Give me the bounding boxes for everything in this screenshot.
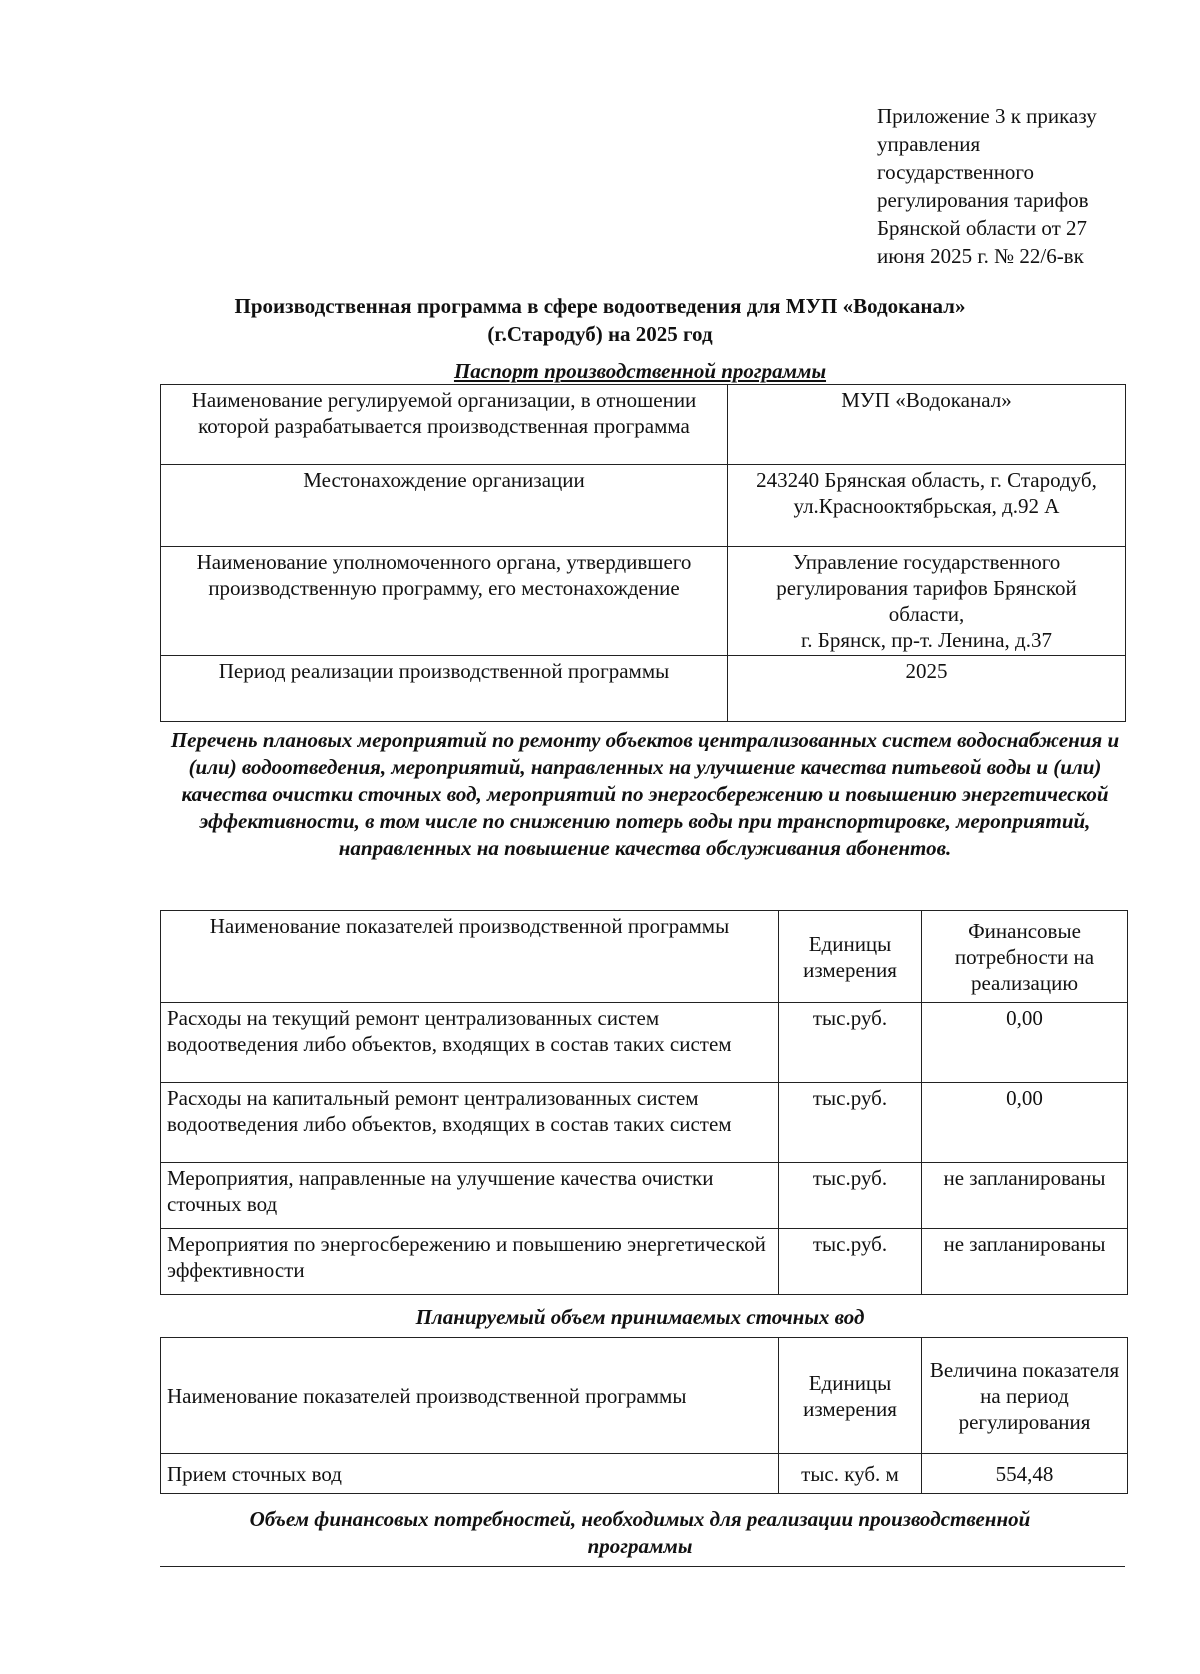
passport-value: 2025 xyxy=(728,656,1126,722)
passport-table xyxy=(160,384,1126,722)
row-value: 0,00 xyxy=(922,1083,1128,1163)
volume-table xyxy=(160,1337,1128,1494)
row-unit: тыс.руб. xyxy=(779,1229,922,1295)
table-row xyxy=(161,547,1126,656)
measures-table xyxy=(160,910,1128,1295)
passport-label: Наименование уполномоченного органа, утвердившего производственную программу, его местонахождение xyxy=(161,547,728,656)
appendix-line: управления xyxy=(877,132,981,156)
passport-heading: Паспорт производственной программы xyxy=(453,359,827,383)
row-unit: тыс.руб. xyxy=(779,1083,922,1163)
passport-value-cell xyxy=(728,547,1126,656)
passport-value-address: г. Брянск, пр-т. Ленина, д.37 xyxy=(801,628,1052,652)
title-line-2: (г.Стародуб) на 2025 год xyxy=(487,322,713,346)
table-row xyxy=(161,465,1126,547)
row-unit: тыс.руб. xyxy=(779,1003,922,1083)
row-name: Расходы на капитальный ремонт централизованных систем водоотведения либо объектов, входящих в состав таких систем xyxy=(161,1083,779,1163)
header-name: Наименование показателей производственной программы xyxy=(161,911,779,1003)
finance-heading: Объем финансовых потребностей, необходимых для реализации производственной программы xyxy=(249,1507,1031,1558)
row-unit: тыс. куб. м xyxy=(779,1454,922,1494)
title-line-1: Производственная программа в сфере водоотведения для МУП «Водоканал» xyxy=(234,294,966,318)
passport-label: Местонахождение организации xyxy=(161,465,728,547)
row-name: Мероприятия, направленные на улучшение качества очистки сточных вод xyxy=(161,1163,779,1229)
row-unit: тыс.руб. xyxy=(779,1163,922,1229)
divider xyxy=(160,1566,1125,1567)
passport-value: 243240 Брянская область, г. Стародуб, ул.Краснооктябрьская, д.92 А xyxy=(728,465,1126,547)
row-value: 554,48 xyxy=(922,1454,1128,1494)
appendix-line: июня 2025 г. № 22/6-вк xyxy=(877,244,1084,268)
appendix-note xyxy=(877,102,1157,270)
passport-value: МУП «Водоканал» xyxy=(728,385,1126,465)
table-row xyxy=(161,656,1126,722)
table-header-row xyxy=(161,911,1128,1003)
header-unit: Единицы измерения xyxy=(779,911,922,1003)
header-unit: Единицы измерения xyxy=(779,1338,922,1454)
table-header-row xyxy=(161,1338,1128,1454)
row-value: не запланированы xyxy=(922,1163,1128,1229)
row-name: Мероприятия по энергосбережению и повышению энергетической эффективности xyxy=(161,1229,779,1295)
passport-label: Период реализации производственной программы xyxy=(161,656,728,722)
header-name: Наименование показателей производственной программы xyxy=(161,1338,779,1454)
table-row xyxy=(161,1083,1128,1163)
row-value: 0,00 xyxy=(922,1003,1128,1083)
header-value: Величина показателя на период регулирования xyxy=(922,1338,1128,1454)
appendix-line: Брянской области от 27 xyxy=(877,216,1087,240)
table-row xyxy=(161,1003,1128,1083)
table-row xyxy=(161,1163,1128,1229)
table-row xyxy=(161,385,1126,465)
volume-heading: Планируемый объем принимаемых сточных вод xyxy=(415,1305,865,1329)
passport-label: Наименование регулируемой организации, в отношении которой разрабатывается производственная программа xyxy=(161,385,728,465)
appendix-line: государственного xyxy=(877,160,1035,184)
row-value: не запланированы xyxy=(922,1229,1128,1295)
passport-value: Управление государственного регулирования тарифов Брянской области, xyxy=(776,550,1077,626)
appendix-line: Приложение 3 к приказу xyxy=(877,104,1097,128)
table-row xyxy=(161,1229,1128,1295)
document-title xyxy=(150,292,1050,348)
table-row xyxy=(161,1454,1128,1494)
measures-heading: Перечень плановых мероприятий по ремонту объектов централизованных систем водоснабжения и (или) водоотведения, мероприятий, направленных на улучшение качества питьевой воды и (или) качества очистки сточных вод, мероприятий по энергосбережению и повышению энергетической эффективности, в том числе по снижению потерь воды при транспортировке, мероприятий, направленных на повышение качества обслуживания абонентов. xyxy=(170,728,1120,860)
row-name: Расходы на текущий ремонт централизованных систем водоотведения либо объектов, входящих в состав таких систем xyxy=(161,1003,779,1083)
header-value: Финансовые потребности на реализацию xyxy=(922,911,1128,1003)
row-name: Прием сточных вод xyxy=(161,1454,779,1494)
appendix-line: регулирования тарифов xyxy=(877,188,1089,212)
